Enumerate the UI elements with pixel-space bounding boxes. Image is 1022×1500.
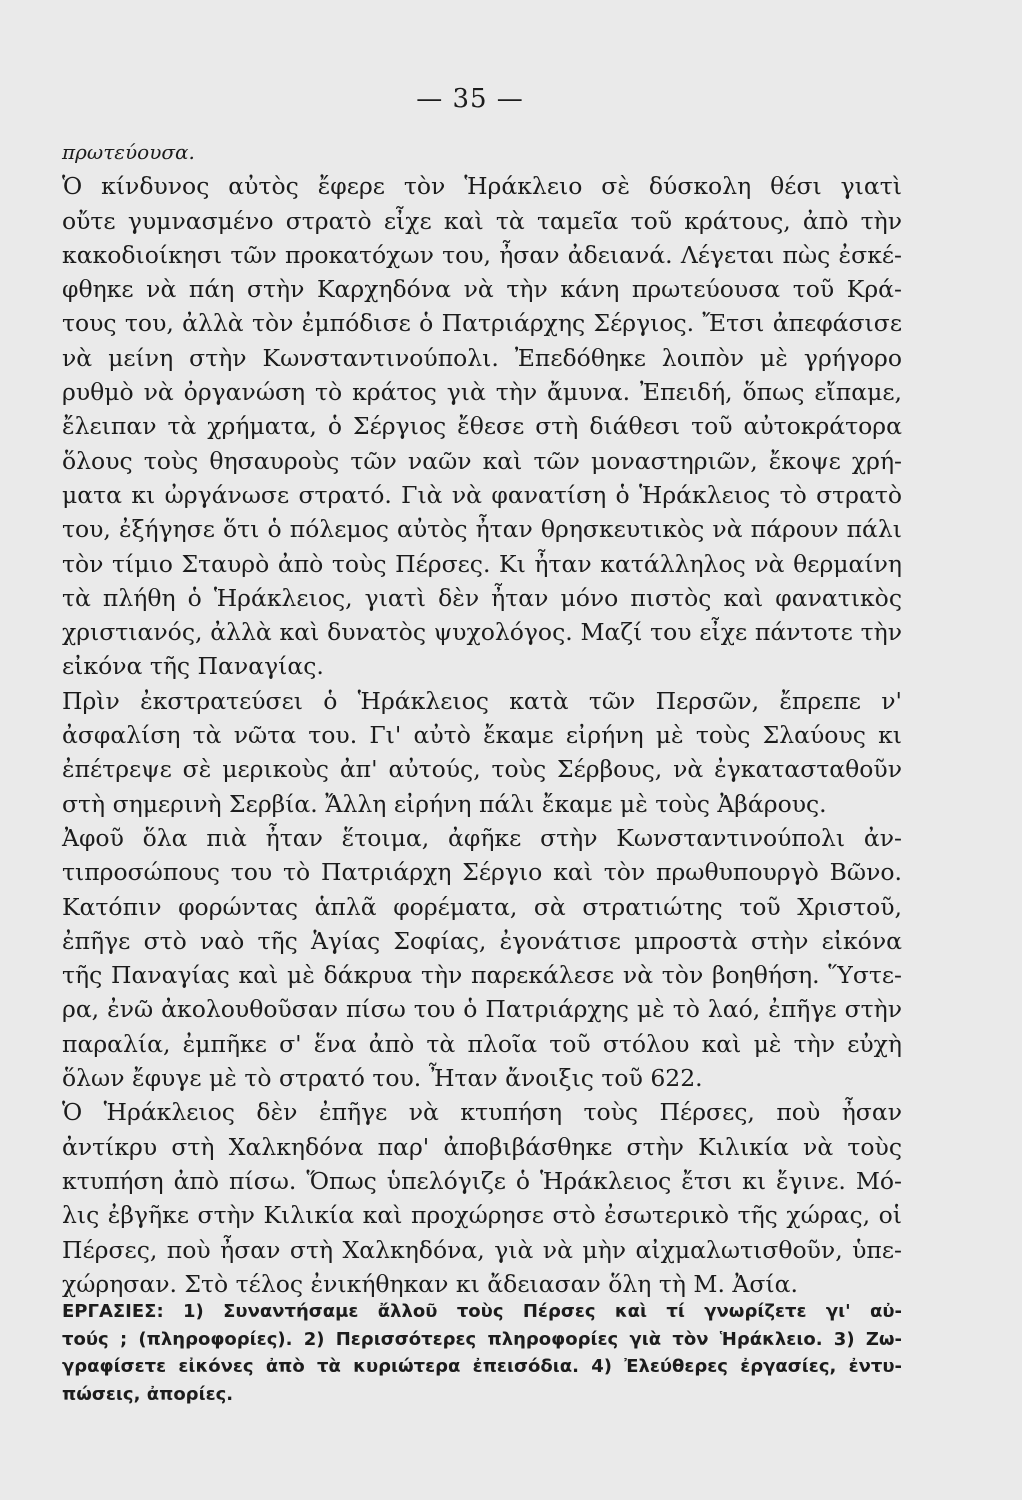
text-line: Ἀφοῦ ὅλα πιὰ ἦταν ἕτοιμα, ἀφῆκε στὴν Κωνσταντινούπολι ἀν-	[62, 823, 902, 852]
text-line: ἐπῆγε στὸ ναὸ τῆς Ἁγίας Σοφίας, ἐγονάτισε μπροστὰ στὴν εἰκόνα	[62, 926, 902, 955]
text-line: Ὁ Ἡράκλειος δὲν ἐπῆγε νὰ κτυπήση τοὺς Πέρσες, ποὺ ἦσαν	[62, 1098, 902, 1127]
text-line: παραλία, ἐμπῆκε σ' ἕνα ἀπὸ τὰ πλοῖα τοῦ στόλου καὶ μὲ τὴν εὐχὴ	[62, 1029, 902, 1058]
text-line: ματα κι ὠργάνωσε στρατό. Γιὰ νὰ φανατίση ὁ Ἡράκλειος τὸ στρατὸ	[62, 480, 902, 509]
text-line: χριστιανός, ἀλλὰ καὶ δυνατὸς ψυχολόγος. Μαζί του εἶχε πάντοτε τὴν	[62, 618, 902, 647]
text-line: κτυπήση ἀπὸ πίσω. Ὅπως ὑπελόγιζε ὁ Ἡράκλειος ἔτσι κι ἔγινε. Μό-	[62, 1166, 902, 1195]
text-line: τῆς Παναγίας καὶ μὲ δάκρυα τὴν παρεκάλεσε νὰ τὸν βοηθήση. Ὕστε-	[62, 961, 902, 990]
text-line: κακοδιοίκησι τῶν προκατόχων του, ἦσαν ἀδειανά. Λέγεται πὼς ἐσκέ-	[62, 240, 902, 269]
text-line: Πέρσες, ποὺ ἦσαν στὴ Χαλκηδόνα, γιὰ νὰ μὴν αἰχμαλωτισθοῦν, ὑπε-	[62, 1235, 902, 1264]
text-line: νὰ μείνη στὴν Κωνσταντινούπολι. Ἐπεδόθηκε λοιπὸν μὲ γρήγορο	[62, 343, 902, 372]
text-line: φθηκε νὰ πάη στὴν Καρχηδόνα νὰ τὴν κάνη πρωτεύουσα τοῦ Κρά-	[62, 275, 902, 304]
text-line: του, ἐξήγησε ὅτι ὁ πόλεμος αὐτὸς ἦταν θρησκευτικὸς νὰ πάρουν πάλι	[62, 515, 902, 544]
text-line: τιπροσώπους του τὸ Πατριάρχη Σέργιο καὶ τὸν πρωθυπουργὸ Βῶνο.	[62, 858, 902, 887]
text-line: Ὁ κίνδυνος αὐτὸς ἔφερε τὸν Ἡράκλειο σὲ δύσκολη θέσι γιατὶ	[62, 172, 902, 201]
exercise-line: τούς ; (πληροφορίες). 2) Περισσότερες πληροφορίες γιὰ τὸν Ἡράκλειο. 3) Ζω-	[62, 1328, 902, 1350]
text-line: ρα, ἐνῶ ἀκολουθοῦσαν πίσω του ὁ Πατριάρχης μὲ τὸ λαό, ἐπῆγε στὴν	[62, 995, 902, 1024]
text-line: ἀντίκρυ στὴ Χαλκηδόνα παρ' ἀποβιβάσθηκε στὴν Κιλικία νὰ τοὺς	[62, 1132, 902, 1161]
text-line: ἔλειπαν τὰ χρήματα, ὁ Σέργιος ἔθεσε στὴ διάθεσι τοῦ αὐτοκράτορα	[62, 412, 902, 441]
text-line: πρωτεύουσα.	[62, 140, 195, 164]
text-line: λις ἐβγῆκε στὴν Κιλικία καὶ προχώρησε στὸ ἐσωτερικὸ τῆς χώρας, οἱ	[62, 1201, 902, 1230]
exercises-section	[62, 1298, 902, 1408]
text-line: ἀσφαλίση τὰ νῶτα του. Γι' αὐτὸ ἔκαμε εἰρήνη μὲ τοὺς Σλαύους κι	[62, 721, 902, 750]
text-line: ἐπέτρεψε σὲ μερικοὺς ἀπ' αὐτούς, τοὺς Σέρβους, νὰ ἐγκατασταθοῦν	[62, 755, 902, 784]
text-line: Κατόπιν φορώντας ἁπλᾶ φορέματα, σὰ στρατιώτης τοῦ Χριστοῦ,	[62, 892, 902, 921]
text-line: στὴ σημερινὴ Σερβία. Ἄλλη εἰρήνη πάλι ἔκαμε μὲ τοὺς Ἀβάρους.	[62, 789, 827, 818]
page-number: — 35 —	[416, 84, 524, 114]
text-line: τὰ πλήθη ὁ Ἡράκλειος, γιατὶ δὲν ἦταν μόνο πιστὸς καὶ φανατικὸς	[62, 583, 902, 612]
exercise-line: ΕΡΓΑΣΙΕΣ: 1) Συναντήσαμε ἄλλοῦ τοὺς Πέρσες καὶ τί γνωρίζετε γι' αὐ-	[62, 1301, 902, 1322]
exercise-line: πώσεις, ἀπορίες.	[62, 1383, 234, 1405]
text-line: τους του, ἀλλὰ τὸν ἐμπόδισε ὁ Πατριάρχης Σέργιος. Ἔτσι ἀπεφάσισε	[62, 309, 902, 338]
text-line: Πρὶν ἐκστρατεύσει ὁ Ἡράκλειος κατὰ τῶν Περσῶν, ἔπρεπε ν'	[62, 686, 902, 715]
text-line: ρυθμὸ νὰ ὀργανώση τὸ κράτος γιὰ τὴν ἄμυνα. Ἐπειδή, ὅπως εἴπαμε,	[62, 378, 902, 407]
text-line: οὔτε γυμνασμένο στρατὸ εἶχε καὶ τὰ ταμεῖα τοῦ κράτους, ἀπὸ τὴν	[62, 206, 902, 235]
text-line: τὸν τίμιο Σταυρὸ ἀπὸ τοὺς Πέρσες. Κι ἦταν κατάλληλος νὰ θερμαίνη	[62, 549, 902, 578]
text-line: ὅλους τοὺς θησαυροὺς τῶν ναῶν καὶ τῶν μοναστηριῶν, ἔκοψε χρή-	[62, 446, 902, 475]
text-line: ὅλων ἔφυγε μὲ τὸ στρατό του. Ἦταν ἄνοιξις τοῦ 622.	[62, 1064, 703, 1093]
body-text	[62, 135, 902, 1301]
text-line: χώρησαν. Στὸ τέλος ἐνικήθηκαν κι ἄδειασαν ὅλη τὴ Μ. Ἀσία.	[62, 1269, 798, 1298]
text-line: εἰκόνα τῆς Παναγίας.	[62, 652, 324, 681]
exercise-line: γραφίσετε εἰκόνες ἀπὸ τὰ κυριώτερα ἐπεισόδια. 4) Ἐλεύθερες ἐργασίες, ἐντυ-	[62, 1356, 902, 1377]
